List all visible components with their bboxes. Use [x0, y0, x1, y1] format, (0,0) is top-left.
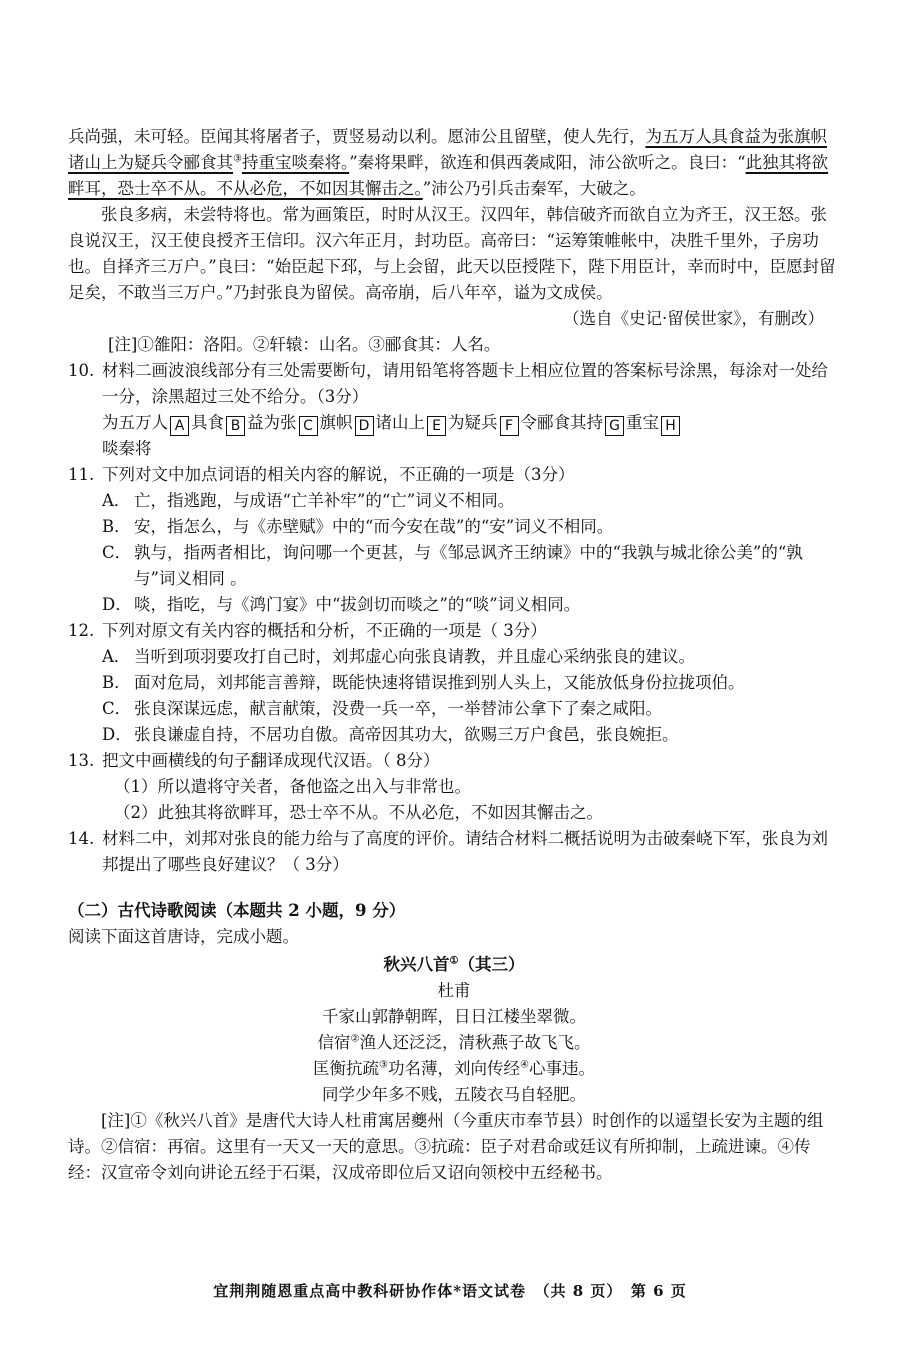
option-a: A． 亡，指逃跑，与成语“亡羊补牢”的“亡”词义不相同。: [102, 491, 515, 510]
question-number: 12.: [68, 621, 95, 640]
poem-line-2: 信宿②渔人还泛泛，清秋燕子故飞飞。: [317, 1033, 591, 1052]
answer-box-c[interactable]: C: [299, 416, 318, 436]
underlined-sentence-1: 为五万人具: [645, 127, 728, 146]
question-text: 下列对文中加点词语的相关内容的解说，不正确的一项是（3分）: [102, 465, 575, 484]
translation-item-2: （2）此独其将欲畔耳，恐士卒不从。不从必危，不如因其懈击之。: [114, 803, 603, 822]
question-number: 14.: [68, 829, 95, 848]
answer-box-e[interactable]: E: [427, 416, 446, 436]
answer-box-g[interactable]: G: [605, 416, 624, 436]
poem-line-3: 匡衡抗疏③功名薄，刘向传经④心事违。: [313, 1059, 595, 1078]
option-a: A． 当听到项羽要攻打自己时，刘邦虚心向张良请教，并且虚心采纳张良的建议。: [102, 647, 695, 666]
answer-box-h[interactable]: H: [661, 416, 680, 436]
section-title: （二）古代诗歌阅读（本题共 2 小题，9 分）: [68, 901, 406, 920]
poem-line-1: 千家山郭静朝晖，日日江楼坐翠微。: [322, 1007, 586, 1026]
answer-box-a[interactable]: A: [170, 416, 189, 436]
poem-title: 秋兴八首①（其三）: [383, 955, 525, 974]
passage-paragraph-2: 张良多病，未尝特将也。常为画策臣，时时从汉王。汉四年，韩信破齐而欲自立为齐王，汉王怒。张良说汉王，汉王使良授齐王信印。汉六年正月，封功臣。高帝曰：“运筹策帷帐中，决胜千里外，子房功也。自择齐三万户。”良曰：“始臣起下邳，与上会留，此天以臣授陛下，陛下用臣计，幸而时中，臣愿封留足矣，不敢当三万户。”乃封张良为留侯。高帝崩，后八年卒，谥为文成侯。: [68, 205, 836, 302]
punctuation-options: 为五万人 A 具食 B 益为张 C 旗帜 D 诸山上 E 为疑兵 F 令郦食其持 G 重宝 H: [68, 410, 840, 436]
option-d: D． 张良谦虚自持，不居功自傲。高帝因其功大，欲赐三万户食邑，张良婉拒。: [102, 725, 679, 744]
answer-box-f[interactable]: F: [500, 416, 519, 436]
question-text: 材料二中，刘邦对张良的能力给与了高度的评价。请结合材料二概括说明为击破秦峣下军，张良为刘邦提出了哪些良好建议？（ 3分）: [102, 829, 828, 874]
punctuation-tail: 啖秦将: [102, 439, 152, 458]
question-13: [68, 748, 840, 774]
poem-note: [注]①《秋兴八首》是唐代大诗人杜甫寓居夔州（今重庆市奉节县）时创作的以遥望长安为主题的组诗。②信宿：再宿。这里有一天又一天的意思。③抗疏：臣子对君命或廷议有所抑制，上疏进谏。④传经：汉宣帝令刘向讲论五经于石渠，汉成帝即位后又诏向领校中五经秘书。: [68, 1111, 824, 1182]
underlined-sentence-1-cont: 食益为张旗帜诸山上为疑兵令郦食其: [68, 127, 827, 172]
passage-source: （选自《史记·留侯世家》，有删改）: [563, 309, 824, 328]
question-14: [68, 826, 840, 878]
section-intro: 阅读下面这首唐诗，完成小题。: [68, 927, 299, 946]
answer-box-d[interactable]: D: [355, 416, 374, 436]
page-footer: 宜荆荆随恩重点高中教科研协作体*语文试卷 （共 8 页） 第 6 页: [213, 1282, 687, 1300]
passage-note: [注]①雒阳：洛阳。②轩辕：山名。③郦食其：人名。: [108, 335, 501, 354]
question-number: 13.: [68, 751, 95, 770]
answer-box-b[interactable]: B: [226, 416, 245, 436]
question-number: 11.: [68, 465, 95, 484]
question-12: [68, 618, 840, 644]
exam-content: [68, 124, 840, 1186]
question-11: [68, 462, 840, 488]
poem-line-4: 同学少年多不贱，五陵衣马自轻肥。: [322, 1085, 586, 1104]
option-b: B． 面对危局，刘邦能言善辩，既能快速将错误推到别人头上，又能放低身份拉拢项伯。: [102, 673, 745, 692]
option-c: C． 孰与，指两者相比，询问哪一个更甚，与《邹忌讽齐王纳谏》中的“我孰与城北徐公美”的“孰与”词义相同 。: [102, 543, 803, 588]
underlined-sentence-2: 此独其将欲畔耳，恐士卒不从。不从必危，不如因其懈击之。: [68, 153, 829, 198]
poem-author: 杜甫: [437, 981, 471, 1000]
question-text: 把文中画横线的句子翻译成现代汉语。（ 8分）: [102, 751, 440, 770]
question-text: 材料二画波浪线部分有三处需要断句，请用铅笔将答题卡上相应位置的答案标号涂黑，每涂对一处给一分，涂黑超过三处不给分。（3分）: [102, 361, 828, 406]
question-10: [68, 358, 840, 410]
option-c: C． 张良深谋远虑，献言献策，没费一兵一卒，一举替沛公拿下了秦之咸阳。: [102, 699, 662, 718]
option-d: D． 啖，指吃，与《鸿门宴》中“拔剑切而啖之”的“啖”词义相同。: [102, 595, 581, 614]
option-b: B． 安，指怎么，与《赤壁赋》中的“而今安在哉”的“安”词义不相同。: [102, 517, 614, 536]
passage-paragraph-1: 兵尚强，未可轻。臣闻其将屠者子，贾竖易动以利。愿沛公且留壁，使人先行，为五万人具食益为张旗帜诸山上为疑兵令郦食其③持重宝啖秦将。”秦将果畔，欲连和俱西袭咸阳，沛公欲听之。良曰：“此独其将欲畔耳，恐士卒不从。不从必危，不如因其懈击之。”沛公乃引兵击秦军，大破之。: [68, 127, 829, 198]
question-number: 10.: [68, 361, 95, 380]
translation-item-1: （1）所以遣将守关者，备他盗之出入与非常也。: [114, 777, 471, 796]
question-text: 下列对原文有关内容的概括和分析，不正确的一项是（ 3分）: [102, 621, 547, 640]
